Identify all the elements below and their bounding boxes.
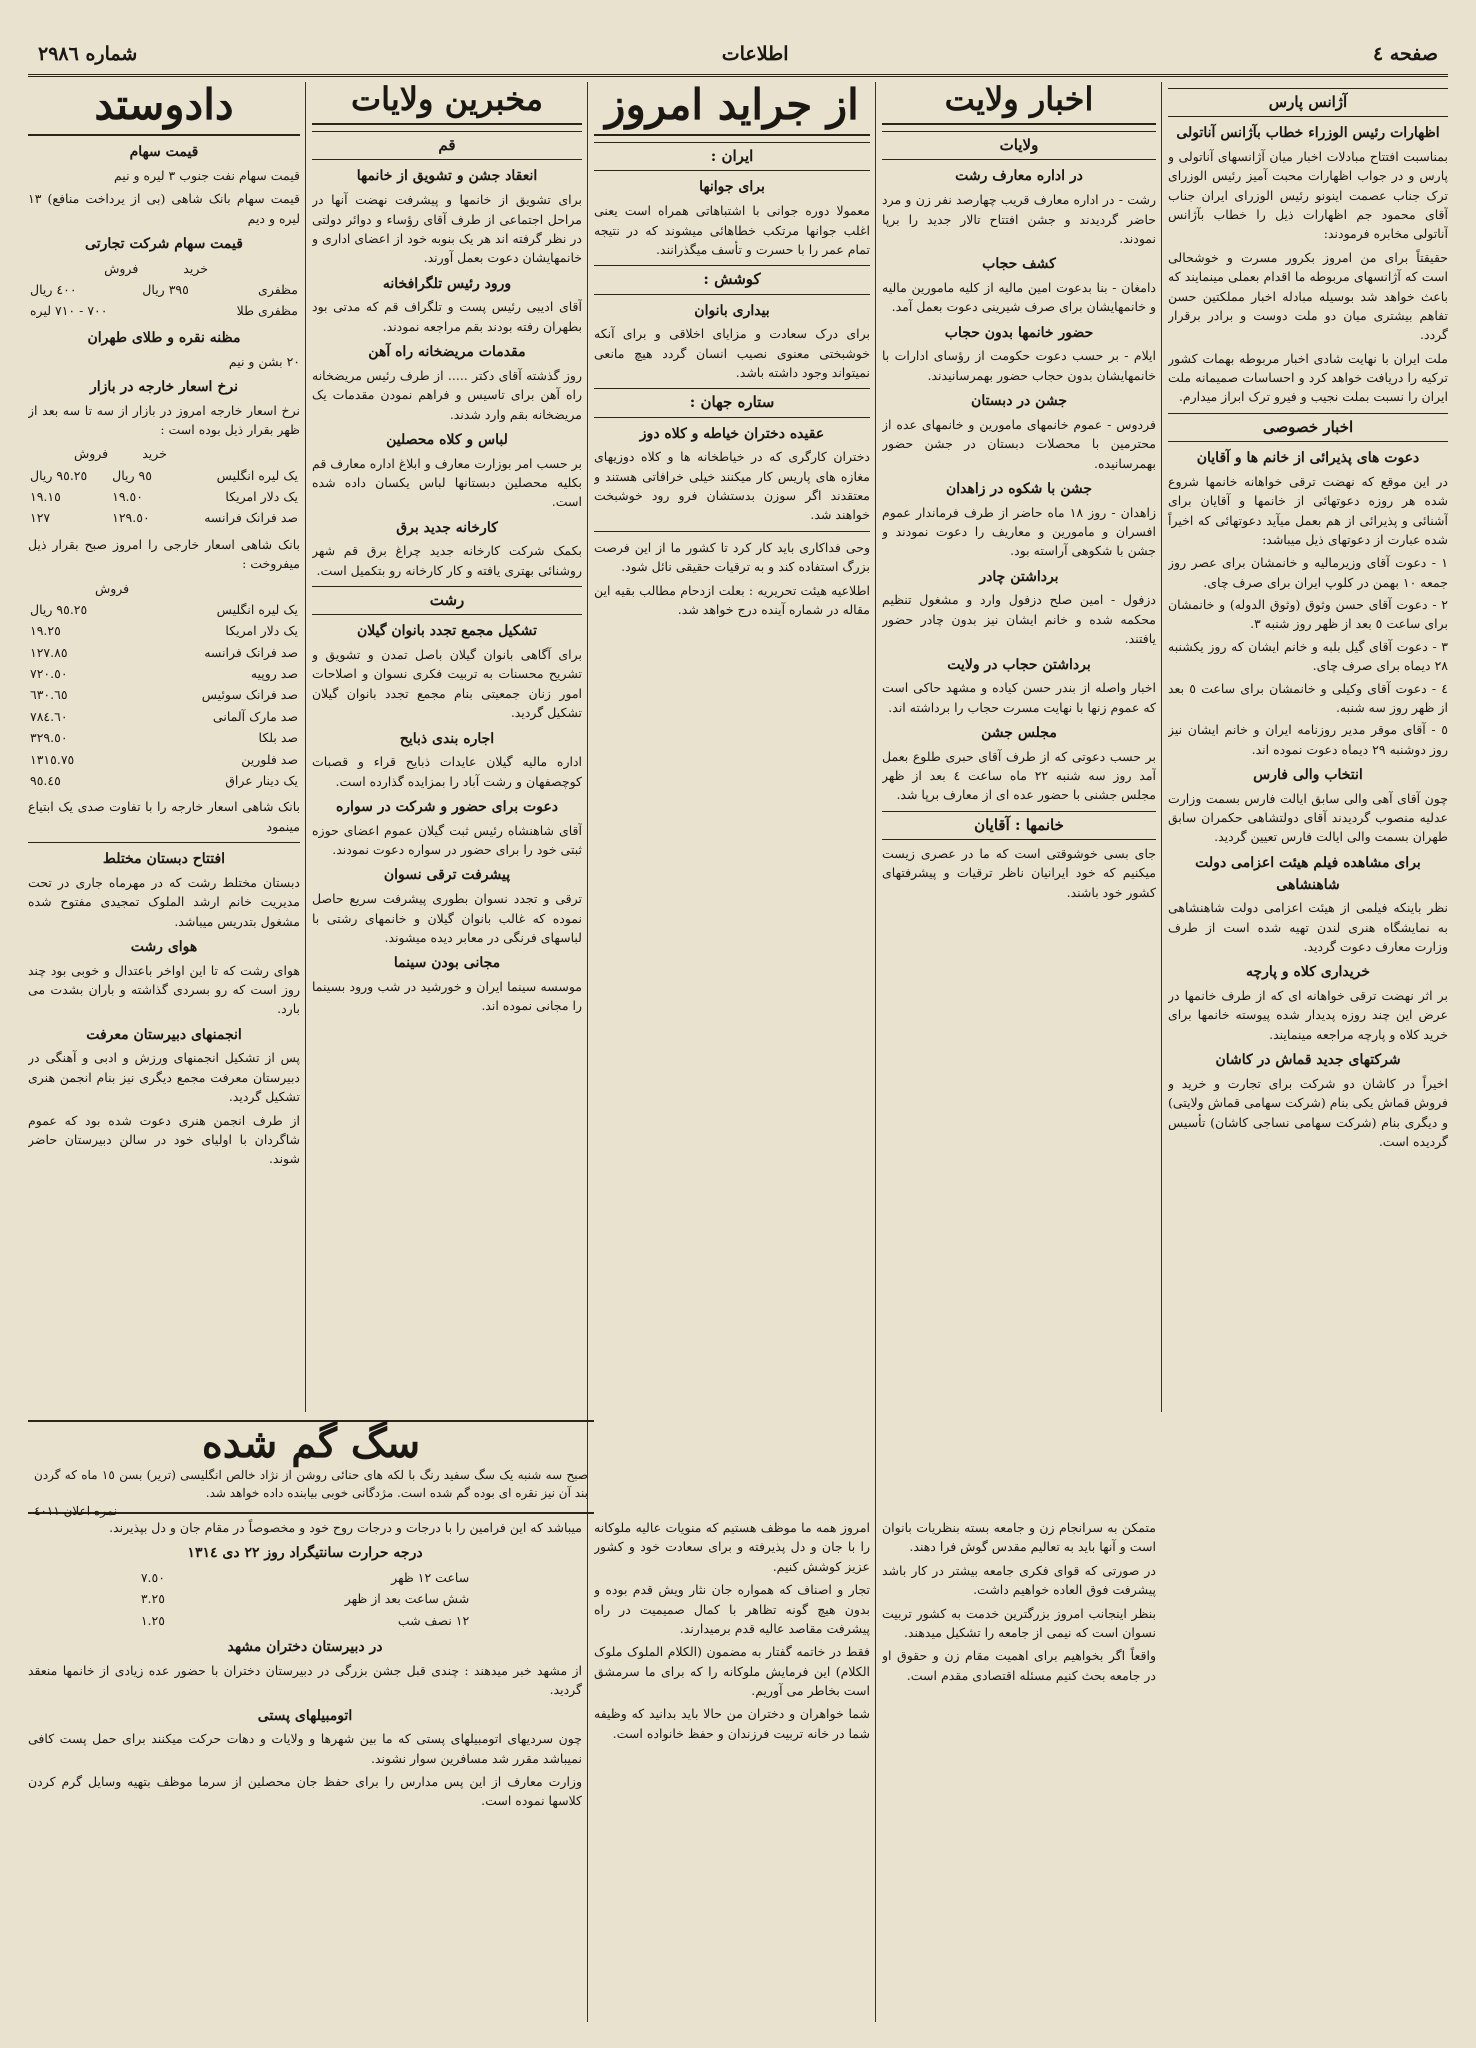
row-label: صد فرانک فرانسه (204, 644, 298, 660)
column-header: فروش (94, 580, 130, 596)
table-row (28, 749, 300, 770)
column-header: خرید (142, 446, 167, 462)
row-label: یک دلار امریکا (225, 489, 298, 505)
table-row (139, 1588, 471, 1609)
table-row (139, 1567, 471, 1588)
article-title: برای مشاهده فیلم هیئت اعزامی دولت شاهنشاهی (1195, 854, 1421, 893)
row-label: شش ساعت بعد از ظهر (344, 1591, 470, 1607)
ad-text: صبح سه شنبه یک سگ سفید رنگ با لکه های حنائی روشن از نژاد خالص انگلیسی (تریر) بسن ١٥ ماه که گردن بند آن نیز نقره ای بوده گم شده است. مژدگانی خوبی بیابنده داده خواهد شد. (34, 1468, 589, 1500)
source-heading: کوشش : (594, 265, 870, 294)
cell-value: ١.٢٥ (140, 1612, 165, 1628)
row-label: صد روپیه (250, 666, 298, 682)
column-trade (28, 82, 300, 1412)
bank-rate-table (28, 578, 300, 792)
article-title: پیشرفت ترقی نسوان (383, 867, 511, 884)
cell-value: ٩٥.٤٥ (30, 772, 61, 788)
table-row (28, 620, 300, 641)
article-paragraph: ایلام - بر حسب دعوت حکومت از رؤسای ادارات با خانمهایشان بدون حجاب حضور بهمرسانیدند. (882, 348, 1156, 383)
lower-column-left (28, 1518, 582, 2018)
article-paragraph: آقای ادیبی رئیس پست و تلگراف قم که مدتی بود بطهران رفته بودند بقم مراجعه نمودند. (312, 299, 582, 334)
article-title: برداشتن چادر (979, 568, 1059, 585)
row-label: صد مارک آلمانی (212, 708, 298, 724)
stock-line: قیمت سهام بانک شاهی (بی از یرداخت منافع) ١٣ لیره و دیم (28, 191, 300, 226)
column-banner: از جراید امروز (594, 82, 870, 136)
article-title: دعوت برای حضور و شرکت در سواره (335, 799, 559, 815)
article-title: حضور خانمها بدون حجاب (944, 324, 1094, 341)
article-paragraph: فقط در خاتمه گفتار به مضمون (الکلام الملوک ملوک الکلام) این فرمایش ملوکانه را که برای ما سرمشق است بخاطر می آوریم. (594, 1644, 870, 1698)
article-paragraph: زاهدان - روز ١٨ ماه حاضر از طرف فرماندار عموم افسران و مامورین و معاریف را دعوت نمودند و جشن با شکوهی آراسته بود. (882, 504, 1156, 559)
article-paragraph: وزارت معارف از این پس مدارس را برای حفظ جان محصلین از سرما موظف بتهیه وسایل گرم کردن کلاسها نموده است. (28, 1774, 582, 1809)
cell-value: ٦٣٠.٦٥ (30, 687, 68, 703)
article-paragraph: اخیراً در کاشان دو شرکت برای تجارت و خرید و فروش قماش یکی بنام (شرکت سهامی قماش ولایتی) و دیگری بنام (شرکت سهامی نساجی کاشان) تأسیس گردیده است. (1168, 1075, 1448, 1149)
price-line: ٢٠ بشن و نیم (228, 353, 300, 369)
article-paragraph: بانک شاهی اسعار خارجه را با تفاوت صدی یک ابتیاع مینمود (28, 799, 300, 834)
table-row (28, 465, 300, 486)
article-paragraph: پس از تشکیل انجمنهای ورزش و ادبی و آهنگی در دبیرستان معرفت مجمع دیگری نیز بنام انجمن هنری تشکیل گردید. (28, 1050, 300, 1105)
article-paragraph: روز گذشته آقای دکتر ..... از طرف رئیس مریضخانه راه آهن برای تاسیس و فراهم نمودن مقدمات یک مریضخانه بقم وارد شدند. (312, 367, 582, 422)
article-paragraph: چون سردیهای اتومبیلهای پستی که ما بین شهرها و ولایات و دهات حرکت میکنند برای حمل پست کافی نمیباشد مقرر شد مسافرین سوار نشوند. (28, 1731, 582, 1766)
list-item: ٢ - دعوت آقای حسن وثوق (وثوق الدوله) و خانمشان برای ساعت ٥ بعد از ظهر روز شنبه ٣. (1168, 597, 1448, 632)
table-row (28, 727, 300, 748)
article-title: اجاره بندی ذبایح (399, 730, 495, 747)
article-paragraph: بر حسب دعوتی که از طرف آقای حبری طلوع بعمل آمد روز سه شنبه ٢٢ ماه ساعت ٤ بعد از ظهر مجلس جشنی با حضور عده ای از معارف برپا شد. (882, 748, 1156, 803)
article-title: بیداری بانوان (694, 302, 770, 319)
table-row (28, 706, 300, 727)
cell-value: ٧٨٤.٦٠ (30, 708, 68, 724)
article-title: جشن در دبستان (971, 393, 1067, 410)
page-number: صفحه ٤ (1372, 43, 1438, 65)
cell-buy: ٣٩٥ ریال (142, 282, 189, 298)
cell-buy: ٩٥ ریال (112, 467, 152, 483)
table-row (28, 684, 300, 705)
section-heading: آژانس پارس (1168, 88, 1448, 117)
article-paragraph: نرخ اسعار خارجه امروز در بازار از سه تا سه بعد از ظهر بقرار ذیل بوده است : (28, 402, 300, 437)
place-heading: رشت (312, 586, 582, 615)
cell-value: ٣٢٩.٥٠ (30, 730, 68, 746)
article-title: شرکتهای جدید قماش در کاشان (1215, 1052, 1401, 1069)
row-label: یک لیره انگلیس (216, 467, 298, 483)
stock-line: قیمت سهام نفت جنوب ٣ لیره و نیم (113, 167, 300, 183)
table-row (28, 642, 300, 663)
article-paragraph: موسسه سینما ایران و خورشید در شب ورود بسینما را مجانی نموده اند. (312, 978, 582, 1014)
article-title: تشکیل مجمع تجدد بانوان گیلان (356, 623, 538, 640)
article-title: کشف حجاب (982, 256, 1056, 273)
article-paragraph: واقعاً اگر بخواهیم برای اهمیت مقام زن و حقوق او در جامعه بحث کنیم مسئله اقتصادی مقدم است. (882, 1648, 1156, 1683)
section-heading: ولایات (882, 131, 1156, 160)
row-label: صد فلورین (241, 751, 298, 767)
place-heading: قم (312, 131, 582, 160)
article-title: درجه حرارت سانتیگراد روز ٢٢ دی ١٣١٤ (187, 1545, 423, 1562)
temperature-table (139, 1567, 471, 1631)
article-paragraph: تجار و اصناف که همواره جان نثار ویش قدم بوده و بدون هیچ گونه تظاهر با کمال صمیمیت در راه پیشرفت مقاصد عالیه قدم برمیدارند. (594, 1582, 870, 1636)
article-paragraph: دبستان مختلط رشت که در مهرماه جاری در تحت مدیریت خانم ارشد الملوک تمجیدی مفتوح شده مشغول بتدریس میباشد. (28, 874, 300, 929)
table-row (28, 599, 300, 620)
article-paragraph: بکمک شرکت کارخانه جدید چراغ برق قم شهر روشنائی بهتری یافته و کار کارخانه رو بتکمیل است. (312, 543, 582, 578)
issue-number: شماره ٢٩٨٦ (38, 43, 138, 65)
row-label: مظفری طلا (236, 303, 298, 319)
cell-buy (140, 300, 210, 321)
article-title: خریداری کلاه و پارچه (1245, 964, 1371, 981)
table-row (28, 507, 300, 528)
article-paragraph: بر اثر نهضت ترقی خواهانه ای که از طرف خانمها در عرض این چند روزه پدیدار شده پیوسته خانمها برای خرید کلاه و پارچه مراجعه مینمایند. (1168, 988, 1448, 1042)
lost-dog-ad (28, 1420, 594, 1518)
article-paragraph: در صورتی که قوای فکری جامعه بیشتر در کار باشد پیشرفت فوق العاده خواهیم داشت. (882, 1562, 1156, 1598)
article-paragraph: اطلاعیه هیئت تحریریه : بعلت ازدحام مطالب بقیه این مقاله در شماره آینده درج خواهد شد. (594, 582, 870, 617)
article-title: لباس و کلاه محصلین (386, 431, 508, 448)
article-paragraph: از طرف انجمن هنری دعوت شده بود که عموم شاگردان با اولیای خود در سالن دبیرستان حاضر شوند. (28, 1112, 300, 1167)
invitation-list (1168, 553, 1448, 759)
article-paragraph: حقیقتاً برای من امروز بکرور مسرت و خوشحالی است که آژانسهای مربوطه ما اقدام بعملی مینمایند که باعث خواهد شد بوسیله مبادله اخبار مملکتین حسن تفاهم بیشتری میان دو ملت دوست و برادر برقرار گردد. (1168, 249, 1448, 343)
row-label: ساعت ١٢ ظهر (391, 1570, 470, 1586)
cell-sell: ٤٠٠ ریال (30, 282, 77, 298)
article-paragraph: معمولا دوره جوانی با اشتباهاتی همراه است یعنی اغلب جوانها مرتکب خطاهائی میشوند که در نتیجه تمام عمر را با حسرت و تأسف میگذرانند. (594, 203, 870, 257)
row-label: صد فرانک سوئیس (201, 687, 298, 703)
article-paragraph: از مشهد خبر میدهند : چندی قبل جشن بزرگی در دبیرستان دختران با حضور عده زیادی از خانمها منعقد گردید. (28, 1662, 582, 1698)
article-title: ورود رئیس تلگرافخانه (382, 275, 512, 292)
cell-buy: ١٢٩.٥٠ (112, 510, 150, 526)
table-header-row (28, 258, 300, 279)
lower-column-right (882, 1518, 1156, 2018)
article-paragraph: هوای رشت که تا این اواخر باعتدال و خوبی بود چند روز است که رو بسردی گذاشته و باران بشدت می بارد. (28, 962, 300, 1017)
article-title: اتومبیلهای پستی (257, 1707, 353, 1724)
divider (28, 842, 300, 843)
article-title: کارخانه جدید برق (396, 519, 498, 536)
article-paragraph: نظر باینکه فیلمی از هیئت اعزامی دولت شاهنشاهی به نمایشگاه هنری لندن تهیه شده است از طرف وزارت معارف دعوت گردید. (1168, 900, 1448, 954)
column-rule (875, 82, 876, 2022)
article-title: دعوت های پذیرائی از خانم ها و آقایان (1196, 450, 1420, 467)
column-header: خرید (183, 260, 208, 276)
article-paragraph: در این موقع که نهضت ترقی خواهانه خانمها شروع شده هر روزه دعوتهائی از خانمها و آقایان برای آشنائی و پذیرائی از هم بعمل میآید دعوتهائی که اخیراً شده عبارت از دعوتهای ذیل میباشد: (1168, 473, 1448, 547)
table-row (28, 770, 300, 791)
subsection-title: قیمت سهام (129, 144, 199, 161)
cell-value: ٧.٥٠ (140, 1570, 165, 1586)
column-banner: مخبرین ولایات (312, 82, 582, 125)
cell-sell: ٧٠٠ - ٧١٠ لیره (30, 303, 108, 319)
article-title: مقدمات مریضخانه راه آهن (368, 344, 526, 361)
masthead (28, 34, 1448, 77)
cell-value: ١٣١٥.٧٥ (30, 751, 75, 767)
ad-title: سگ گم شده (201, 1420, 421, 1467)
article-paragraph: دامغان - بنا بدعوت امین مالیه از کلیه مامورین مالیه و خانمهایشان برای صرف شیرینی دعوت بعمل آمد. (882, 279, 1156, 315)
column-rule (587, 82, 588, 2022)
article-paragraph: چون آقای آهی والی سابق ایالت فارس بسمت وزارت عدلیه منصوب گردیدند آقای دولتشاهی حکمران سابق طهران بسمت والی ایالت فارس تعیین گردید. (1168, 790, 1448, 845)
column-header: فروش (73, 446, 109, 462)
table-row (28, 279, 300, 300)
ad-number: نمره اعلان ٤٠١١ (34, 1504, 118, 1518)
article-paragraph: وحی فداکاری باید کار کرد تا کشور ما از این فرصت بزرگ استفاده کند و به ترقیات حقیقی نائل شود. (594, 539, 870, 575)
table-row (139, 1610, 471, 1631)
article-title: برای جوانها (699, 179, 765, 196)
article-paragraph: شما خواهران و دختران من حالا باید بدانید که وظیفه شما در خانه تربیت فرزندان و حفظ خانواده است. (594, 1706, 870, 1741)
article-paragraph: دزفول - امین صلح دزفول وارد و مشغول تنظیم محکمه شده و خانم ایشان نیز بدون چادر حضور یافتند. (882, 592, 1156, 647)
article-title: انتخاب والی فارس (1253, 767, 1363, 783)
column-header: فروش (104, 260, 139, 276)
article-paragraph: برای آگاهی بانوان گیلان باصل تمدن و تشویق و تشریح محسنات به تربیت فکری نسوان و اصلاحات امور زنان جمعیتی بنام مجمع تجدد بانوان گیلان تشکیل گردید. (312, 647, 582, 721)
column-provinces (882, 82, 1156, 1412)
subsection-title: مظنه نقره و طلای طهران (87, 329, 241, 346)
list-item: ١ - دعوت آقای وزیرمالیه و خانمشان برای عصر روز جمعه ١٠ بهمن در کلوپ ایران برای صرف چای. (1168, 555, 1448, 590)
article-title: برداشتن حجاب در ولایت (947, 656, 1091, 673)
lower-column-middle (594, 1518, 870, 2018)
article-paragraph: امروز همه ما موظف هستیم که منویات عالیه ملوکانه را با جان و دل پذیرفته و برای سعادت خود و کشور عزیز کوشش کنیم. (594, 1520, 870, 1574)
article-paragraph: ملت ایران با نهایت شادی اخبار مربوطه بهمات کشور ترکیه را دریافت خواهد کرد و احساسات صمیمانه ملت ایران را نسبت بملت نجیب و فیرو ترک ابراز میدارم. (1168, 350, 1448, 405)
exchange-rate-table (28, 443, 300, 529)
article-title: جشن با شکوه در زاهدان (945, 480, 1093, 497)
table-header-row (28, 578, 300, 599)
company-shares-table (28, 258, 300, 322)
section-heading: اخبار خصوصی (1168, 413, 1448, 442)
cell-sell: ٩٥.٢٥ ریال (30, 467, 88, 483)
newspaper-page (28, 34, 1448, 2024)
row-label: مظفری (258, 282, 298, 298)
article-paragraph: فردوس - عموم خانمهای مامورین و خانمهای عده از محترمین با محصلات دبستان در جشن حضور بهمرسانیده. (882, 416, 1156, 471)
row-label: صد فرانک فرانسه (204, 510, 298, 526)
column-todays-papers (594, 82, 870, 1412)
table-row (28, 663, 300, 684)
cell-sell: ١٩.١٥ (30, 489, 61, 505)
article-title: مجانی بودن سینما (393, 955, 501, 972)
column-banner: اخبار ولایت (882, 82, 1156, 125)
article-paragraph: بانک شاهی اسعار خارجی را امروز صبح بقرار ذیل میفروخت : (28, 536, 300, 572)
column-rule (1161, 82, 1162, 1412)
article-paragraph: بمناسبت افتتاح مبادلات اخبار میان آژانسهای آناتولی و پارس و در جواب اظهارات محبت آمیز رئیس الوزرای ترک جناب عصمت اینونو رئیس الوزرای ایران جناب آقای محمود جم اظهارات ذیل را خطاب بآژانس آناتولی مخابره فرمودند: (1168, 148, 1448, 242)
list-item: ٣ - دعوت آقای گیل بلبه و خانم ایشان که روز یکشنبه ٢٨ دیماه برای صرف چای. (1168, 638, 1448, 674)
article-title: مجلس جشن (981, 725, 1057, 741)
column-correspondents (312, 82, 582, 1412)
cell-sell: ١٢٧ (30, 510, 51, 526)
subsection-title: قیمت سهام شرکت تجارتی (85, 236, 243, 252)
divider (594, 531, 870, 532)
cell-value: ١٩.٢٥ (30, 623, 61, 639)
list-item: ٥ - آقای موقر مدیر روزنامه ایران و خانم ایشان نیز روز دوشنبه ٢٩ دیماه دعوت نموده اند. (1168, 722, 1448, 757)
article-paragraph: برای تشویق از خانمها و پیشرفت نهضت آنها در مراحل اجتماعی از طرف آقای رؤساء و دوائر دولتی در نظر گرفته اند هر یک بنوبه خود از اعضای اداری و خانمهایشان دعوت بعمل آورند. (312, 192, 582, 266)
row-label: یک دینار عراق (225, 772, 298, 788)
article-paragraph: ترقی و تجدد نسوان بطوری پیشرفت سریع حاصل نموده که غالب بانوان گیلان و خانمهای رشتی با لباسهای فرنگی در معابر دیده میشوند. (312, 891, 582, 945)
article-title: انعقاد جشن و تشویق از خانمها (356, 168, 538, 185)
article-paragraph: دختران کارگری که در خیاطخانه ها و کلاه دوزیهای مغازه های پاریس کار میکنند خیلی خرافاتی هستند و معتقدند اگر سوزن بدستشان فرو رود خوشبخت خواهند شد. (594, 449, 870, 523)
cell-value: ٩٥.٢٥ ریال (30, 601, 88, 617)
cell-buy: ١٩.٥٠ (112, 489, 143, 505)
article-paragraph: جای بسی خوشوقتی است که ما در عصری زیست میکنیم که خود ایرانیان ناظر ترقیات و پیشرفتهای کشور خود باشند. (882, 846, 1156, 900)
article-title: افتتاح دبستان مختلط (102, 851, 226, 868)
article-paragraph: رشت - در اداره معارف قریب چهارصد نفر زن و مرد حاضر گردیدند و جشن افتتاح تالار جدید را برپا نمودند. (882, 192, 1156, 246)
article-title: اظهارات رئیس الوزراء خطاب بآژانس آناتولی (1176, 125, 1440, 142)
article-paragraph: برای درک سعادت و مزایای اخلاقی و برای آنکه خوشبختی معنوی نصیب انسان گردد هیچ مانعی نمیتواند وجود داشته باشد. (594, 326, 870, 380)
article-title: در اداره معارف رشت (955, 168, 1083, 185)
source-heading: ستاره جهان : (594, 388, 870, 417)
article-paragraph: آقای شاهنشاه رئیس ثبت گیلان عموم اعضای حوزه ثبتی خود را برای حضور در سواره دعوت نمودند. (312, 822, 582, 858)
article-paragraph: بنظر اینجانب امروز بزرگترین خدمت به کشور تربیت نسوان است که نیمی از جامعه را تشکیل میدهند. (882, 1605, 1156, 1640)
article-paragraph: اخبار واصله از بندر حسن کیاده و مشهد حاکی است که عموم زنها با نهایت مسرت حجاب را برداشته اند. (882, 680, 1156, 715)
paper-name: اطلاعات (721, 43, 789, 65)
row-label: صد بلکا (258, 730, 298, 746)
cell-value: ٣.٢٥ (140, 1591, 165, 1607)
article-paragraph: اداره مالیه گیلان عایدات ذبایح قراء و قصبات کوچصفهان و رشت آباد را بمزایده گذارده است. (312, 754, 582, 789)
section-heading: خانمها : آقایان (882, 811, 1156, 840)
article-title: در دبیرستان دختران مشهد (227, 1639, 383, 1656)
row-label: یک لیره انگلیس (216, 601, 298, 617)
cell-value: ٧٢٠.٥٠ (30, 666, 68, 682)
table-header-row (28, 443, 300, 464)
article-paragraph: بر حسب امر بوزارت معارف و ابلاغ اداره معارف قم بکلیه محصلین دبستانها لباس یکسان داده شده است. (312, 455, 582, 510)
column-rule (305, 82, 306, 1412)
table-row (28, 300, 300, 321)
article-title: انجمنهای دبیرستان معرفت (86, 1026, 242, 1043)
list-item: ٤ - دعوت آقای وکیلی و خانمشان برای ساعت ٥ بعد از ظهر روز سه شنبه. (1168, 680, 1448, 715)
article-paragraph: میباشد که این فرامین را با درجات و درجات روح خود و مخصوصاً در مقام جان و دل بپذیرند. (109, 1520, 582, 1535)
article-title: عقیده دختران خیاطه و کلاه دوز (639, 425, 825, 442)
article-title: هوای رشت (130, 938, 198, 955)
article-paragraph: متمکن به سرانجام زن و جامعه بسته بنظریات بانوان است و آنها باید به تعالیم مقدس گوش فرا دهند. (882, 1520, 1156, 1555)
source-heading: ایران : (594, 142, 870, 171)
table-row (28, 486, 300, 507)
column-banner: دادوستد (28, 82, 300, 136)
cell-value: ١٢٧.٨٥ (30, 644, 68, 660)
column-pars-agency (1168, 82, 1448, 2022)
subsection-title: نرخ اسعار خارجه در بازار (90, 378, 238, 395)
row-label: ١٢ نصف شب (397, 1612, 470, 1628)
row-label: یک دلار امریکا (225, 623, 298, 639)
